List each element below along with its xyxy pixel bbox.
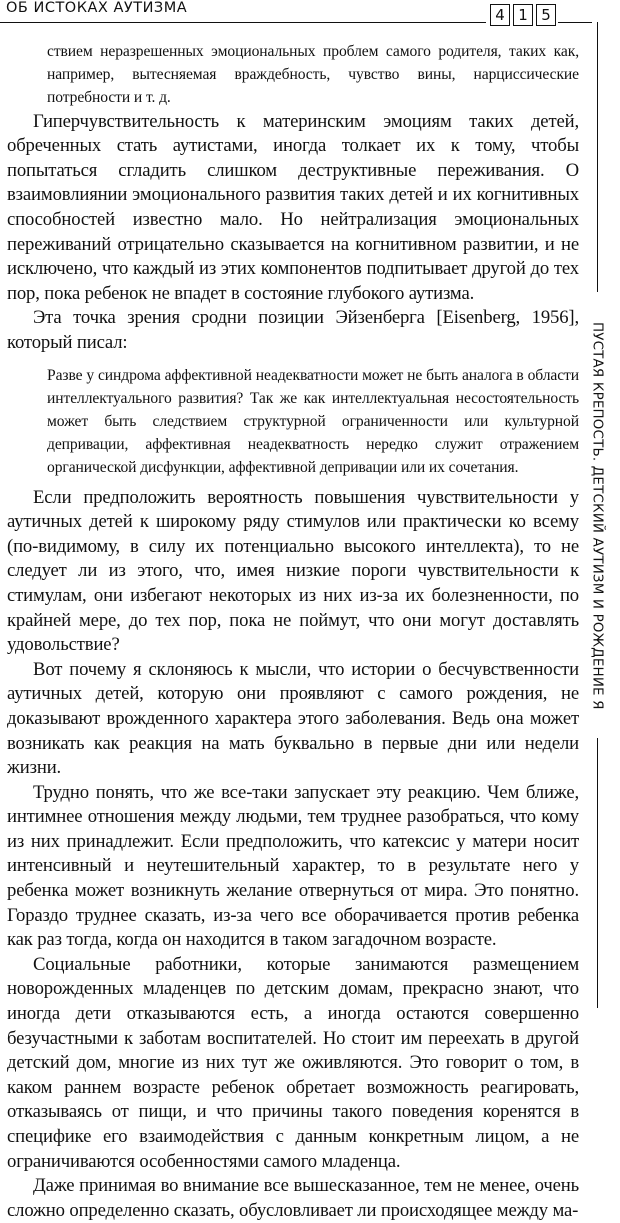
running-title: ОБ ИСТОКАХ АУТИЗМА [6, 0, 188, 16]
page-digit-1: 4 [490, 4, 510, 26]
paragraph: Гиперчувствительность к материнским эмоциям таких детей, обреченных стать аутистами, иногда толкает их к тому, чтобы попытаться сгладить слишком деструктивные переживания. О взаимовлиянии эмоционального развития таких детей и их когнитивных способностей известно мало. Но нейтрализация эмоциональных переживаний отрицательно сказывается на когнитивном развитии, и не исключено, что каждый из этих компонентов подпитывает другой до тех пор, пока ребенок не впадет в состояние глубокого аутизма. [7, 110, 579, 304]
page-body [7, 40, 579, 1223]
continued-quote-text: ствием неразрешенных эмоциональных проблем самого родителя, таких как, например, вытесняемая враждебность, чувство вины, нарциссические потребности и т. д. [47, 43, 579, 107]
paragraph: Социальные работники, которые занимаются размещением новорожденных младенцев по детским домам, прекрасно знают, что иногда дети отказываются есть, а иногда остаются совершенно безучастными к заботам воспитателей. Но стоит им переехать в другой детский дом, многие из них тут же оживляются. Это говорит о том, в каком раннем возрасте ребенок обретает возможность реагировать, отказываясь от пищи, и что причины такого поведения коренятся в специфике его взаимодействия с данным конкретным лицом, а не ограничиваются особенностями самого младенца. [7, 953, 579, 1172]
block-quote [7, 364, 579, 480]
page-digit-3: 5 [536, 4, 556, 26]
page-number [490, 4, 559, 26]
paragraph: Трудно понять, что же все-таки запускает эту реакцию. Чем ближе, интимнее отношения между людьми, тем труднее разобраться, что кому из них принадлежит. Если предположить, что катексис у матери носит интенсивный и неутешительный характер, то в результате него у ребенка может возникнуть желание отвернуться от мира. Это понятно. Гораздо труднее сказать, из-за чего все оборачивается против ребенка как раз тогда, когда он находится в таком загадочном возрасте. [7, 781, 579, 951]
block-quote-text: Разве у синдрома аффективной неадекватности может не быть аналога в области интеллектуального развития? Так же как интеллектуальная несостоятельность может быть следствием структурной ограниченности или культурной депривации, аффективная неадекватность нередко служит отражением органической дисфункции, аффективной депривации или их сочетания. [47, 366, 579, 477]
header-rule-right [558, 22, 592, 23]
side-rule-bottom [597, 738, 598, 1008]
side-rule-top [597, 22, 598, 292]
header-rule [0, 22, 486, 23]
page-digit-2: 1 [513, 4, 533, 26]
side-book-title-text: ПУСТАЯ КРЕПОСТЬ. ДЕТСКИЙ АУТИЗМ И РОЖДЕНИЕ Я [589, 321, 605, 710]
paragraph: Эта точка зрения сродни позиции Эйзенберга [Eisenberg, 1956], который писал: [7, 307, 579, 353]
paragraph: Вот почему я склоняюсь к мысли, что истории о бесчувственности аутичных детей, которую они проявляют с самого рождения, не доказывают врожденного характера этого заболевания. Ведь она может возникать как реакция на мать буквально в первые дни или недели жизни. [7, 658, 579, 779]
continued-quote-block [7, 40, 579, 110]
paragraph: Даже принимая во внимание все вышесказанное, тем не менее, очень сложно определенно сказать, обусловливает ли происходящее между ма- [7, 1175, 579, 1221]
side-book-title [579, 297, 615, 734]
paragraph: Если предположить вероятность повышения чувствительности у аутичных детей к широкому ряду стимулов или практически ко всему (по-видимому, в силу их потенциально высокого интеллекта), то не следует ли из этого, что, имея низкие пороги чувствительности к стимулам, они избегают некоторых из них из-за их болезненности, по крайней мере, до тех пор, пока не поймут, что они могут доставлять удовольствие? [7, 486, 579, 656]
